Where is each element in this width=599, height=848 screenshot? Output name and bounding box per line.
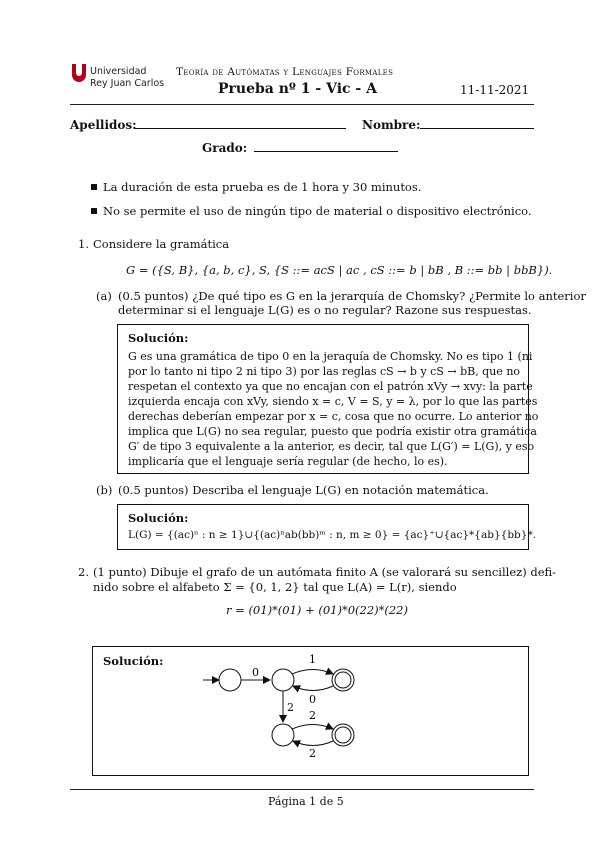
state-q3 (272, 724, 294, 746)
header-rule (70, 104, 534, 105)
q1b-label: (b) (96, 483, 113, 497)
q1b-solution-title: Solución: (128, 511, 189, 525)
q2-regex: r = (01)*(01) + (01)*0(22)*(22) (226, 603, 408, 617)
logo-u-mark (72, 64, 86, 82)
automaton-diagram (93, 647, 528, 775)
q2-text-line1: (1 punto) Dibuje el grafo de un autómata finito A (se valorará su sencillez) defi- (93, 565, 557, 579)
q1a-solution-line: respetan el contexto ya que no encajan con el patrón xVy → xvy: la parte (128, 380, 533, 393)
q1a-text-line2: determinar si el lenguaje L(G) es o no regular? Razone sus respuestas. (118, 303, 532, 317)
q1a-solution-box (117, 324, 539, 474)
q1a-solution-line: izquierda encaja con xVy, siendo x = c, V = S, y = λ, por lo que las partes (128, 395, 538, 408)
q1a-text-line1: (0.5 puntos) ¿De qué tipo es G en la jerarquía de Chomsky? ¿Permite lo anterior (118, 289, 586, 303)
edge-label: 0 (252, 666, 259, 679)
edge-label: 0 (309, 693, 316, 706)
q1-intro: Considere la gramática (93, 237, 230, 251)
q2-solution-title: Solución: (103, 654, 164, 668)
edge-q4-q3 (293, 741, 333, 746)
edge-q3-q4 (292, 725, 333, 730)
q1a-solution-line: G es una gramática de tipo 0 en la jeraquía de Chomsky. No es tipo 1 (ni (128, 350, 533, 363)
university-name-line1: Universidad (90, 66, 147, 77)
bullet-square-icon (91, 208, 97, 214)
edge-label: 2 (309, 747, 316, 760)
q1-grammar: G = ({S, B}, {a, b, c}, S, {S ::= acS | ac , cS ::= b | bB , B ::= bb | bbB}). (126, 263, 553, 277)
state-q2-final-inner (335, 672, 351, 688)
q1a-solution-line: por lo tanto ni tipo 2 ni tipo 3) por las reglas cS → b y cS → bB, que no (128, 365, 521, 378)
edge-q1-q2 (292, 670, 333, 675)
course-name: Teoría de Autómatas y Lenguajes Formales (176, 66, 394, 78)
edge-label: 1 (309, 653, 316, 666)
q1a-solution-line: derechas deberían empezar por x = c, cosa que no ocurre. Lo anterior no (128, 410, 539, 423)
q2-text-line2: nido sobre el alfabeto Σ = {0, 1, 2} tal que L(A) = L(r), siendo (93, 580, 457, 594)
footer-rule (70, 789, 534, 790)
edge-label: 2 (309, 709, 316, 722)
university-name-line2: Rey Juan Carlos (90, 78, 165, 89)
edge-q2-q1 (293, 686, 333, 691)
q2-number: 2. (78, 565, 89, 579)
instruction-item: La duración de esta prueba es de 1 hora y 30 minutos. (103, 180, 422, 194)
page-number: Página 1 de 5 (268, 795, 344, 808)
nombre-field[interactable] (420, 128, 534, 129)
q1-number: 1. (78, 237, 89, 251)
q1a-solution-line: implicaría que el lenguaje sería regular (de hecho, lo es). (128, 455, 448, 468)
q1a-solution-line: G′ de tipo 3 equivalente a la anterior, es decir, tal que L(G′) = L(G), y eso (128, 440, 535, 453)
state-q0 (219, 669, 241, 691)
bullet-square-icon (91, 184, 97, 190)
state-q4-final-inner (335, 727, 351, 743)
exam-date: 11-11-2021 (460, 83, 530, 97)
grado-label: Grado: (202, 141, 248, 155)
q1b-solution-formula: L(G) = {(ac)ⁿ : n ≥ 1}∪{(ac)ⁿab(bb)ᵐ : n, m ≥ 0} = {ac}⁺∪{ac}*{ab}{bb}*. (128, 529, 537, 541)
q1b-text: (0.5 puntos) Describa el lenguaje L(G) en notación matemática. (118, 483, 489, 497)
q1a-solution-line: implica que L(G) no sea regular, puesto que podría existir otra gramática (128, 425, 537, 438)
q2-solution-box (92, 646, 529, 776)
university-logo (72, 62, 165, 96)
q1a-label: (a) (96, 289, 112, 303)
q1a-solution-title: Solución: (128, 331, 189, 345)
nombre-label: Nombre: (362, 118, 421, 132)
instruction-item: No se permite el uso de ningún tipo de material o dispositivo electrónico. (103, 204, 532, 218)
apellidos-field[interactable] (134, 128, 346, 129)
apellidos-label: Apellidos: (70, 118, 137, 132)
q1b-solution-box (117, 504, 537, 550)
exam-title: Prueba nº 1 - Vic - A (218, 81, 377, 97)
edge-label: 2 (287, 701, 294, 714)
state-q1 (272, 669, 294, 691)
grado-field[interactable] (254, 151, 398, 152)
